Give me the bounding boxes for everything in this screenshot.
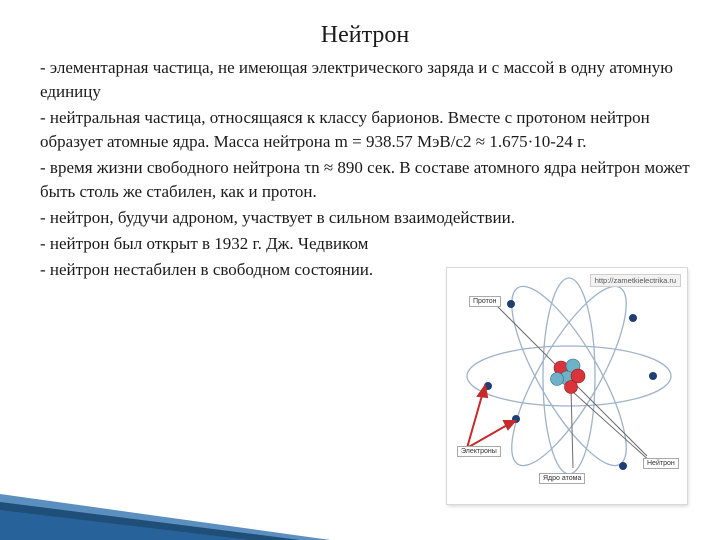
paragraph-unstable: - нейтрон нестабилен в свободном состоянии. bbox=[40, 260, 374, 279]
arrow-head bbox=[504, 421, 515, 429]
atom-diagram bbox=[447, 268, 687, 504]
proton-particle bbox=[565, 381, 578, 394]
label-neutron: Нейтрон bbox=[643, 458, 679, 469]
paragraph-hadron: - нейтрон, будучи адроном, участвует в сильном взаимодействии. bbox=[40, 208, 515, 227]
slide-body bbox=[40, 56, 690, 284]
paragraph-baryon: - нейтральная частица, относящаяся к классу барионов. Вместе с протоном нейтрон образует атомные ядра. Масса нейтрона m = 938.57 МэВ/c2 ≈ 1.675·10-24 г. bbox=[40, 108, 650, 151]
source-url: http://zametkielectrika.ru bbox=[590, 274, 681, 287]
paragraph-definition: - элементарная частица, не имеющая электрического заряда и с массой в одну атомную единицу bbox=[40, 58, 673, 101]
electron bbox=[619, 462, 627, 470]
electron bbox=[629, 314, 637, 322]
label-nucleus: Ядро атома bbox=[539, 473, 585, 484]
slide-corner-decoration bbox=[0, 450, 330, 540]
label-proton: Протон bbox=[469, 296, 501, 307]
slide-title: Нейтрон bbox=[320, 22, 410, 48]
paragraph-lifetime: - время жизни свободного нейтрона τn ≈ 890 сек. В составе атомного ядра нейтрон может быть столь же стабилен, как и протон. bbox=[40, 158, 690, 201]
paragraph-discovery: - нейтрон был открыт в 1932 г. Дж. Чедвиком bbox=[40, 234, 369, 253]
nucleus-pointer bbox=[571, 388, 573, 468]
label-electrons: Электроны bbox=[457, 446, 501, 457]
electron bbox=[649, 372, 657, 380]
neutron-particle bbox=[551, 373, 564, 386]
arrow-head bbox=[478, 386, 487, 397]
electron bbox=[507, 300, 515, 308]
